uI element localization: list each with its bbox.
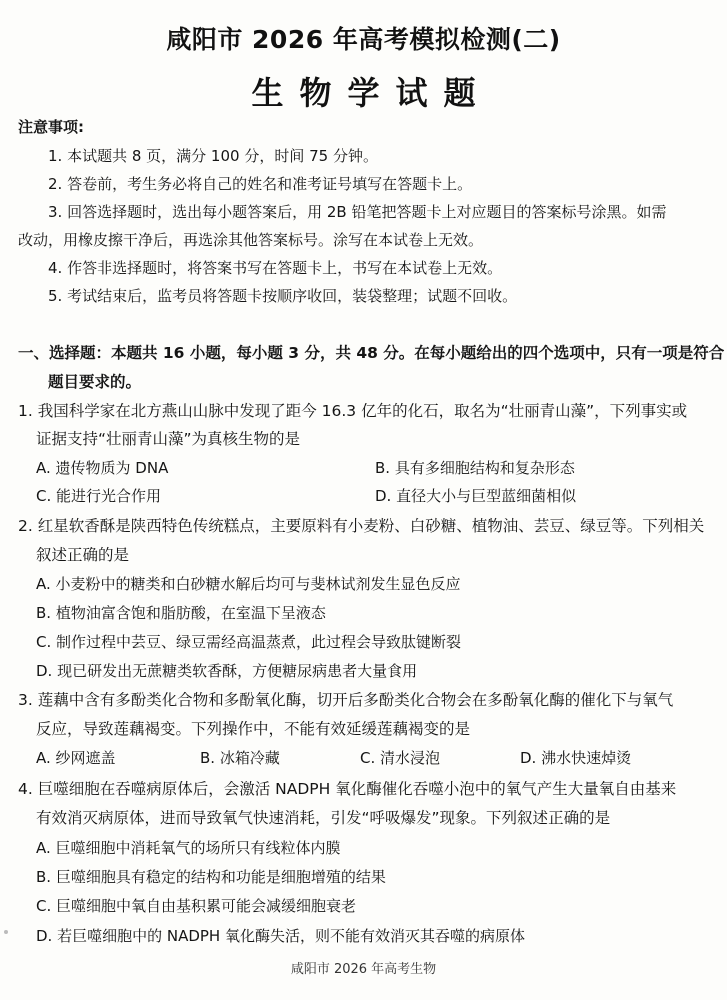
question-2-stem-1: 2. 红星软香酥是陕西特色传统糕点，主要原料有小麦粉、白砂糖、植物油、芸豆、绿豆等。下列相关: [18, 517, 705, 535]
question-2-option-a: A. 小麦粉中的糖类和白砂糖水解后均可与斐林试剂发生显色反应: [36, 575, 461, 593]
question-3-option-b: B. 冰箱冷藏: [200, 749, 280, 767]
question-2-option-b: B. 植物油富含饱和脂肪酸，在室温下呈液态: [36, 604, 326, 622]
question-4-option-c: C. 巨噬细胞中氧自由基积累可能会减缓细胞衰老: [36, 897, 357, 915]
note-line-5: 5. 考试结束后，监考员将答题卡按顺序收回，装袋整理；试题不回收。: [48, 287, 518, 305]
question-3-stem-1: 3. 莲藕中含有多酚类化合物和多酚氧化酶，切开后多酚类化合物会在多酚氧化酶的催化下与氧气: [18, 691, 674, 709]
scan-mark: [4, 930, 8, 934]
notes-heading: 注意事项:: [18, 118, 84, 136]
exam-title: 咸阳市 2026 年高考模拟检测(二): [166, 25, 561, 54]
question-3-option-d: D. 沸水快速焯烫: [520, 749, 632, 767]
question-1-stem-2: 证据支持“壮丽青山藻”为真核生物的是: [36, 430, 301, 448]
section-heading-cont: 题目要求的。: [48, 373, 142, 391]
question-3-stem-2: 反应，导致莲藕褐变。下列操作中，不能有效延缓莲藕褐变的是: [36, 720, 471, 738]
question-2-option-d: D. 现已研发出无蔗糖类软香酥，方便糖尿病患者大量食用: [36, 662, 418, 680]
question-1-stem-1: 1. 我国科学家在北方燕山山脉中发现了距今 16.3 亿年的化石，取名为“壮丽青山藻”，下列事实或: [18, 402, 688, 420]
note-line-4: 4. 作答非选择题时，将答案书写在答题卡上，书写在本试卷上无效。: [48, 259, 503, 277]
question-4-option-b: B. 巨噬细胞具有稳定的结构和功能是细胞增殖的结果: [36, 868, 386, 886]
section-heading: 一、选择题：本题共 16 小题，每小题 3 分，共 48 分。在每小题给出的四个选项中，只有一项是符合: [18, 344, 725, 362]
question-1-option-c: C. 能进行光合作用: [36, 487, 162, 505]
question-1-option-a: A. 遗传物质为 DNA: [36, 459, 169, 477]
question-1-option-d: D. 直径大小与巨型蓝细菌相似: [375, 487, 577, 505]
question-4-stem-2: 有效消灭病原体，进而导致氧气快速消耗，引发“呼吸爆发”现象。下列叙述正确的是: [36, 809, 611, 827]
question-4-stem-1: 4. 巨噬细胞在吞噬病原体后，会激活 NADPH 氧化酶催化吞噬小泡中的氧气产生大量氧自由基来: [18, 780, 677, 798]
note-line-3: 3. 回答选择题时，选出每小题答案后，用 2B 铅笔把答题卡上对应题目的答案标号涂黑。如需: [48, 203, 667, 221]
note-line-2: 2. 答卷前，考生务必将自己的姓名和准考证号填写在答题卡上。: [48, 175, 473, 193]
question-4-option-d: D. 若巨噬细胞中的 NADPH 氧化酶失活，则不能有效消灭其吞噬的病原体: [36, 927, 525, 945]
question-2-stem-2: 叙述正确的是: [36, 546, 130, 564]
page-footer: 咸阳市 2026 年高考生物: [290, 962, 437, 977]
question-3-option-a: A. 纱网遮盖: [36, 749, 116, 767]
question-4-option-a: A. 巨噬细胞中消耗氧气的场所只有线粒体内膜: [36, 839, 341, 857]
note-line-3-cont: 改动，用橡皮擦干净后，再选涂其他答案标号。涂写在本试卷上无效。: [18, 231, 484, 249]
question-1-option-b: B. 具有多细胞结构和复杂形态: [375, 459, 575, 477]
question-2-option-c: C. 制作过程中芸豆、绿豆需经高温蒸煮，此过程会导致肽键断裂: [36, 633, 462, 651]
question-3-option-c: C. 清水浸泡: [360, 749, 441, 767]
exam-subtitle: 生物学试题: [251, 74, 492, 112]
note-line-1: 1. 本试题共 8 页，满分 100 分，时间 75 分钟。: [48, 147, 378, 165]
